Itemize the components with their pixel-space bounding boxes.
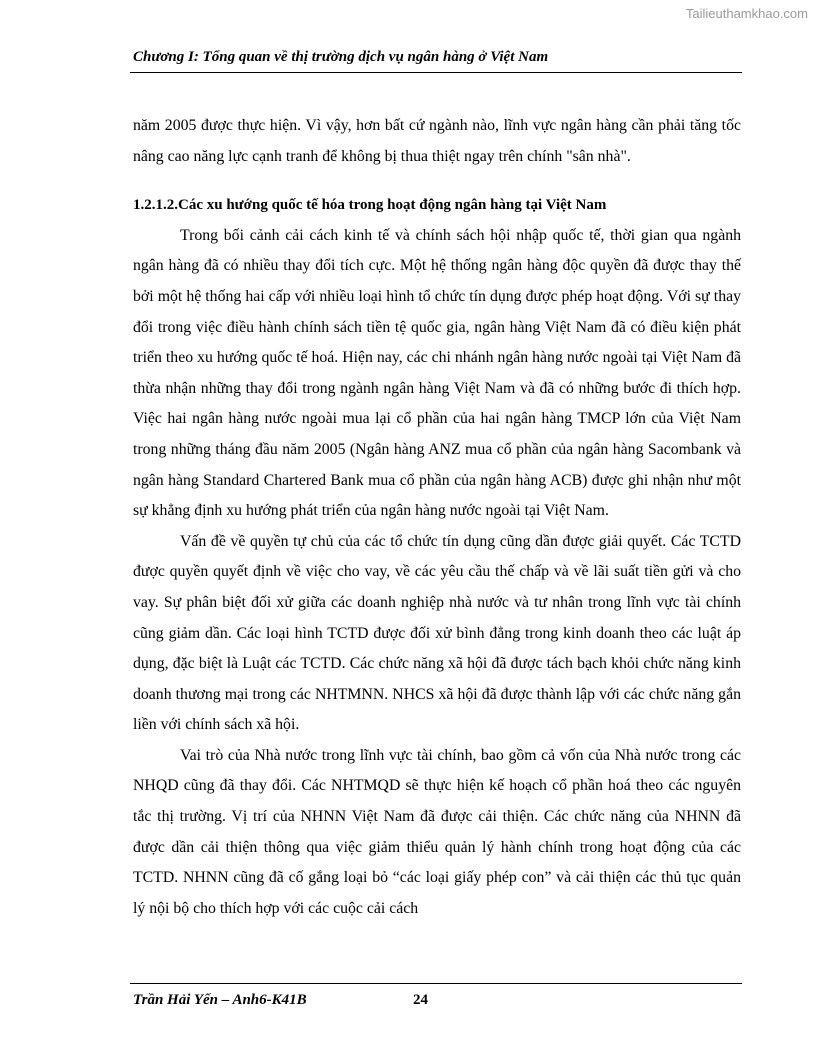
page-body <box>133 111 741 924</box>
paragraph-intro: năm 2005 được thực hiện. Vì vậy, hơn bất cứ ngành nào, lĩnh vực ngân hàng cần phải tăng tốc nâng cao năng lực cạnh tranh để không bị thua thiệt ngay trên chính "sân nhà". <box>133 117 741 165</box>
paragraph: Trong bối cảnh cải cách kinh tế và chính sách hội nhập quốc tế, thời gian qua ngành ngân hàng đã có nhiều thay đổi tích cực. Một hệ thống ngân hàng độc quyền đã được thay thế bởi một hệ thống hai cấp với nhiều loại hình tổ chức tín dụng được phép hoạt động. Với sự thay đổi trong việc điều hành chính sách tiền tệ quốc gia, ngân hàng Việt Nam đã có điều kiện phát triển theo xu hướng quốc tế hoá. Hiện nay, các chi nhánh ngân hàng nước ngoài tại Việt Nam đã thừa nhận những thay đổi trong ngành ngân hàng Việt Nam và đã có những bước đi thích hợp. Việc hai ngân hàng nước ngoài mua lại cổ phần của hai ngân hàng TMCP lớn của Việt Nam trong những tháng đầu năm 2005 (Ngân hàng ANZ mua cổ phần của ngân hàng Sacombank và ngân hàng Standard Chartered Bank mua cổ phần của ngân hàng ACB) được ghi nhận như một sự khẳng định xu hướng phát triển của ngân hàng nước ngoài tại Việt Nam. <box>133 226 741 520</box>
paragraph: Vấn đề về quyền tự chủ của các tổ chức tín dụng cũng dần được giải quyết. Các TCTD được quyền quyết định về việc cho vay, về các yêu cầu thế chấp và về lãi suất tiền gửi và cho vay. Sự phân biệt đối xử giữa các doanh nghiệp nhà nước và tư nhân trong lĩnh vực tài chính cũng giảm dần. Các loại hình TCTD được đối xử bình đẳng trong kinh doanh theo các luật áp dụng, đặc biệt là Luật các TCTD. Các chức năng xã hội đã được tách bạch khỏi chức năng kinh doanh thương mại trong các NHTMNN. NHCS xã hội đã được thành lập với các chức năng gắn liền với chính sách xã hội. <box>133 532 741 734</box>
header-divider <box>130 72 742 73</box>
footer-author: Trần Hải Yến – Anh6-K41B <box>133 992 307 1008</box>
section-heading: 1.2.1.2.Các xu hướng quốc tế hóa trong hoạt động ngân hàng tại Việt Nam <box>133 197 607 214</box>
chapter-title: Chương I: Tổng quan về thị trường dịch vụ ngân hàng ở Việt Nam <box>133 49 549 65</box>
paragraph: Vai trò của Nhà nước trong lĩnh vực tài chính, bao gồm cả vốn của Nhà nước trong các NHQD cũng đã thay đổi. Các NHTMQD sẽ thực hiện kế hoạch cổ phần hoá theo các nguyên tắc thị trường. Vị trí của NHNN Việt Nam đã được cải thiện. Các chức năng của NHNN đã được dần cải thiện thông qua việc giảm thiểu quản lý hành chính trong hoạt động của các TCTD. NHNN cũng đã cố gắng loại bỏ “các loại giấy phép con” và cải thiện các thủ tục quản lý nội bộ cho thích hợp với các cuộc cải cách <box>133 746 741 917</box>
footer-divider <box>130 983 742 984</box>
watermark-text: Tailieuthamkhao.com <box>685 6 808 21</box>
page-number: 24 <box>413 992 428 1008</box>
